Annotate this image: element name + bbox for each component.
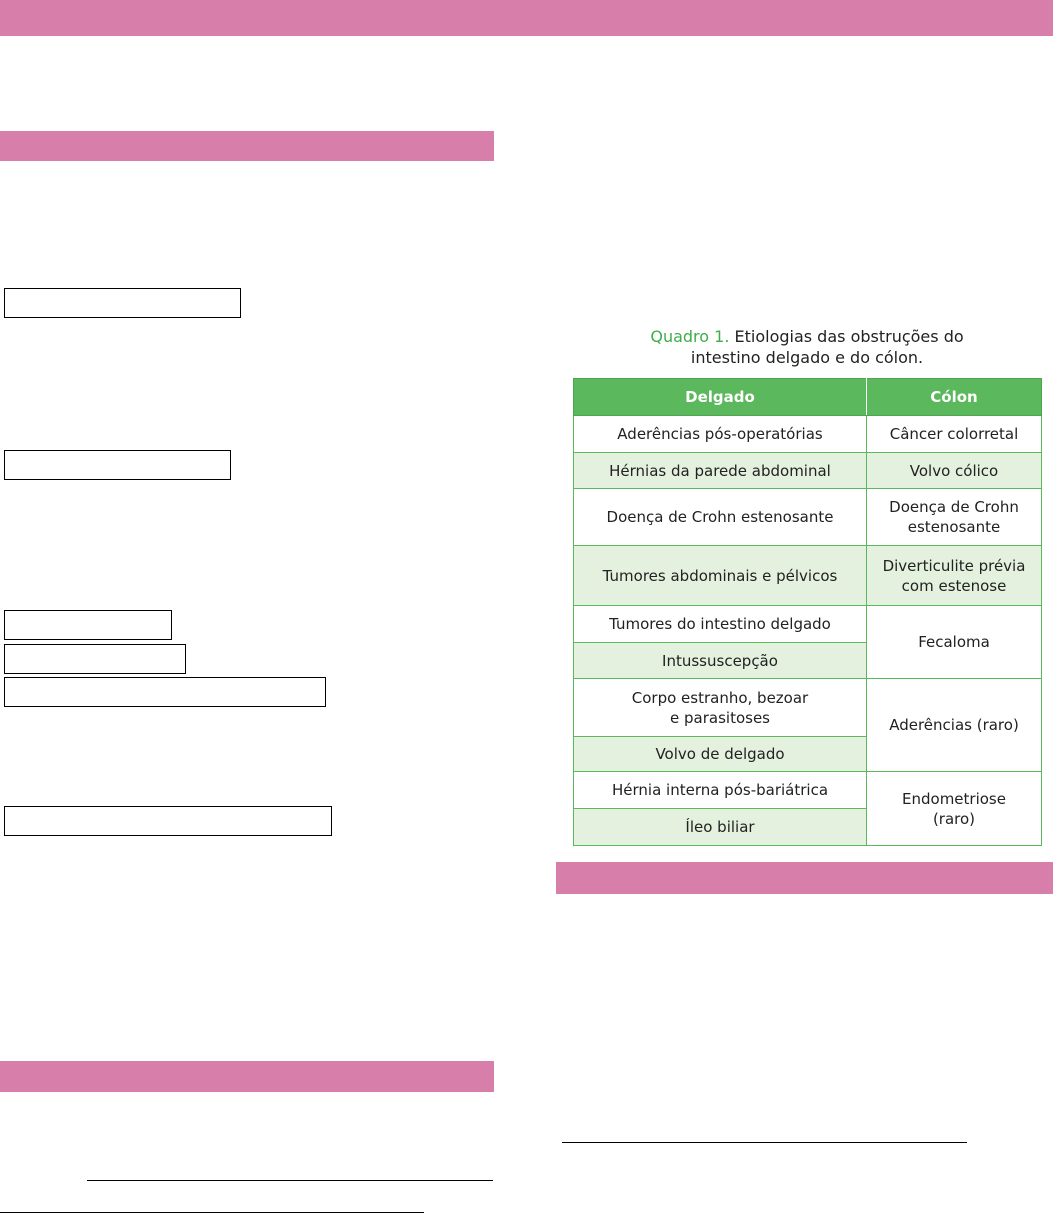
cell-delgado: Intussuscepção bbox=[574, 643, 867, 679]
etiology-table bbox=[573, 378, 1042, 846]
cell-colon bbox=[867, 772, 1042, 846]
cell-colon: Volvo cólico bbox=[867, 453, 1042, 489]
top-band bbox=[0, 0, 1053, 36]
cell-delgado: Doença de Crohn estenosante bbox=[574, 489, 867, 546]
underline-rule-2 bbox=[0, 1212, 424, 1213]
table-row bbox=[574, 772, 1042, 809]
cell-delgado: Hérnia interna pós-bariátrica bbox=[574, 772, 867, 809]
underline-rule-1 bbox=[87, 1180, 493, 1181]
cell-delgado: Tumores abdominais e pélvicos bbox=[574, 546, 867, 606]
blank-field-6 bbox=[4, 806, 332, 836]
section-band-3 bbox=[0, 1061, 494, 1092]
blank-field-1 bbox=[4, 288, 241, 318]
cell-line: Corpo estranho, bezoar bbox=[631, 688, 809, 707]
table-row bbox=[574, 453, 1042, 489]
cell-line: (raro) bbox=[932, 809, 976, 828]
blank-field-4 bbox=[4, 644, 186, 674]
caption-title-line1: Etiologias das obstruções do bbox=[734, 327, 964, 346]
section-band-1 bbox=[0, 131, 494, 161]
table-caption bbox=[574, 326, 1040, 368]
table-row bbox=[574, 606, 1042, 643]
blank-field-3 bbox=[4, 610, 172, 640]
cell-colon bbox=[867, 546, 1042, 606]
table-row bbox=[574, 679, 1042, 737]
cell-colon bbox=[867, 489, 1042, 546]
cell-delgado bbox=[574, 679, 867, 737]
cell-delgado: Aderências pós-operatórias bbox=[574, 416, 867, 453]
header-delgado: Delgado bbox=[574, 379, 867, 416]
blank-field-5 bbox=[4, 677, 326, 707]
cell-line: estenosante bbox=[907, 518, 1001, 536]
table-row bbox=[574, 416, 1042, 453]
caption-title-line2: intestino delgado e do cólon. bbox=[690, 348, 924, 367]
cell-delgado: Hérnias da parede abdominal bbox=[574, 453, 867, 489]
cell-delgado: Volvo de delgado bbox=[574, 737, 867, 772]
cell-line: e parasitoses bbox=[670, 708, 770, 727]
table-header-row bbox=[574, 379, 1042, 416]
section-band-2 bbox=[556, 862, 1053, 894]
cell-colon: Aderências (raro) bbox=[867, 679, 1042, 772]
header-colon: Cólon bbox=[867, 379, 1042, 416]
cell-delgado: Íleo biliar bbox=[574, 809, 867, 846]
caption-label: Quadro 1. bbox=[650, 327, 730, 346]
cell-line: Diverticulite prévia bbox=[882, 556, 1026, 575]
table-row bbox=[574, 489, 1042, 546]
cell-line: Doença de Crohn bbox=[889, 498, 1019, 516]
table-row bbox=[574, 546, 1042, 606]
cell-line: Endometriose bbox=[902, 789, 1006, 808]
cell-line: com estenose bbox=[901, 576, 1007, 595]
underline-rule-3 bbox=[562, 1142, 967, 1143]
cell-colon: Fecaloma bbox=[867, 606, 1042, 679]
blank-field-2 bbox=[4, 450, 231, 480]
cell-delgado: Tumores do intestino delgado bbox=[574, 606, 867, 643]
cell-colon: Câncer colorretal bbox=[867, 416, 1042, 453]
